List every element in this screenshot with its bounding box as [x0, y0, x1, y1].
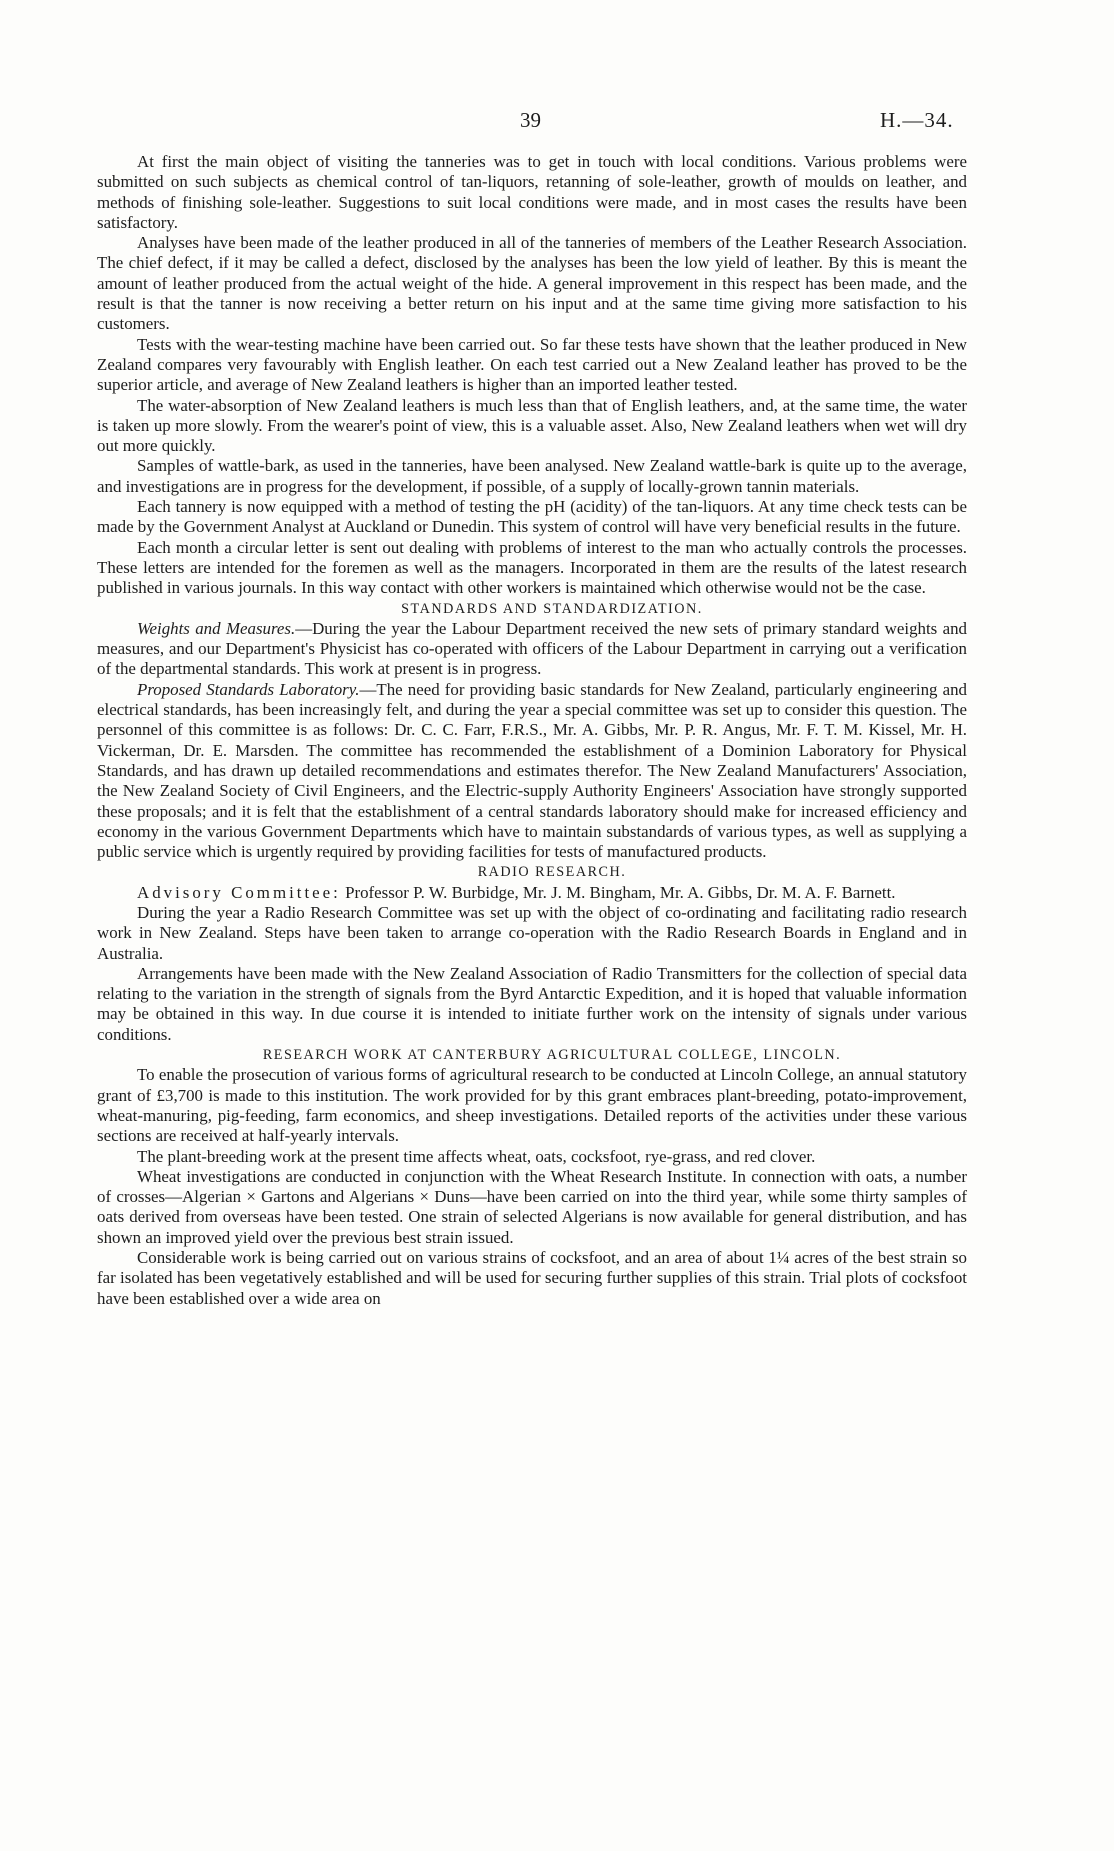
paragraph: During the year a Radio Research Committee was set up with the object of co-ordinating and facilitating radio research work in New Zealand. Steps have been taken to arrange co-operation with the Radio Research Boards in England and in Australia.: [97, 902, 967, 963]
paragraph-text: Professor P. W. Burbidge, Mr. J. M. Bingham, Mr. A. Gibbs, Dr. M. A. F. Barnett.: [340, 882, 896, 902]
paragraph-standards-laboratory: [97, 680, 967, 863]
paragraph-text: —The need for providing basic standards for New Zealand, particularly engineering and electrical standards, has been increasingly felt, and during the year a special committee was set up to consider this question. The personnel of this committee is as follows: Dr. C. C. Farr, F.R.S., Mr. A. Gibbs, Mr. P. R. Angus, Mr. F. T. M. Kissel, Mr. H. Vickerman, Dr. E. Marsden. The committee has recommended the establishment of a Dominion Laboratory for Physical Standards, and has drawn up detailed recommendations and estimates therefor. The New Zealand Manufacturers' Association, the New Zealand Society of Civil Engineers, and the Electric-supply Authority Engineers' Association have strongly supported these proposals; and it is felt that the establishment of a central standards laboratory should make for increased efficiency and economy in the various Government Departments which have to maintain substandards of various types, as well as supplying a public service which is urgently required by providing facilities for tests of manufactured products.: [97, 679, 967, 862]
paragraph: Tests with the wear-testing machine have been carried out. So far these tests have shown that the leather produced in New Zealand compares very favourably with English leather. On each test carried out a New Zealand leather has proved to be the superior article, and average of New Zealand leathers is higher than an imported leather tested.: [97, 334, 967, 395]
section-heading-standards: STANDARDS AND STANDARDIZATION.: [401, 600, 703, 617]
paragraph: Analyses have been made of the leather produced in all of the tanneries of members of the Leather Research Association. The chief defect, if it may be called a defect, disclosed by the analyses has been the low yield of leather. By this is meant the amount of leather produced from the actual weight of the hide. A general improvement in this respect has been made, and the result is that the tanner is now receiving a better return on his input and at the same time giving more satisfaction to his customers.: [97, 233, 967, 334]
paragraph-advisory-committee: [97, 883, 967, 903]
paragraph: Each month a circular letter is sent out dealing with problems of interest to the man who actually controls the processes. These letters are intended for the foremen as well as the managers. Incorporated in them are the results of the latest research published in various journals. In this way contact with other workers is maintained which otherwise would not be the case.: [97, 537, 967, 598]
paragraph: The water-absorption of New Zealand leathers is much less than that of English leathers, and, at the same time, the water is taken up more slowly. From the wearer's point of view, this is a valuable asset. Also, New Zealand leathers when wet will dry out more quickly.: [97, 395, 967, 456]
run-in-heading: Proposed Standards Laboratory.: [137, 679, 360, 699]
section-heading-radio: RADIO RESEARCH.: [477, 864, 627, 881]
paragraph: The plant-breeding work at the present time affects wheat, oats, cocksfoot, rye-grass, and red clover.: [137, 1146, 816, 1166]
series-code: H.—34.: [880, 108, 954, 132]
paragraph: To enable the prosecution of various forms of agricultural research to be conducted at Lincoln College, an annual statutory grant of £3,700 is made to this institution. The work provided for by this grant embraces plant-breeding, potato-improvement, wheat-manuring, pig-feeding, farm economics, and sheep investigations. Detailed reports of the activities under these various sections are received at half-yearly intervals.: [97, 1065, 967, 1146]
section-heading-canterbury: RESEARCH WORK AT CANTERBURY AGRICULTURAL COLLEGE, LINCOLN.: [262, 1047, 842, 1064]
page-number: 39: [520, 108, 541, 132]
paragraph: Wheat investigations are conducted in conjunction with the Wheat Research Institute. In connection with oats, a number of crosses—Algerian × Gartons and Algerians × Duns—have been carried on into the third year, while some thirty samples of oats derived from overseas have been tested. One strain of selected Algerians is now available for general distribution, and has shown an improved yield over the previous best strain issued.: [97, 1166, 967, 1247]
paragraph: At first the main object of visiting the tanneries was to get in touch with local conditions. Various problems were submitted on such subjects as chemical control of tan-liquors, retanning of sole-leather, growth of moulds on leather, and methods of finishing sole-leather. Suggestions to suit local conditions were made, and in most cases the results have been satisfactory.: [97, 152, 967, 232]
paragraph: Each tannery is now equipped with a method of testing the pH (acidity) of the tan-liquors. At any time check tests can be made by the Government Analyst at Auckland or Dunedin. This system of control will have very beneficial results in the future.: [97, 497, 967, 537]
paragraph-text: —During the year the Labour Department received the new sets of primary standard weights and measures, and our Department's Physicist has co-operated with officers of the Labour Department in carrying out a verification of the departmental standards. This work at present is in progress.: [97, 618, 967, 679]
paragraph: Arrangements have been made with the New Zealand Association of Radio Transmitters for the collection of special data relating to the variation in the strength of signals from the Byrd Antarctic Expedition, and it is hoped that valuable information may be obtained in this way. In due course it is intended to initiate further work on the intensity of signals under various conditions.: [97, 963, 967, 1044]
page-body: [97, 152, 967, 1309]
run-in-heading: Weights and Measures.: [137, 618, 296, 638]
paragraph: Samples of wattle-bark, as used in the tanneries, have been analysed. New Zealand wattle-bark is quite up to the average, and investigations are in progress for the development, if possible, of a supply of locally-grown tannin materials.: [97, 456, 967, 496]
paragraph: Considerable work is being carried out on various strains of cocksfoot, and an area of about 1¼ acres of the best strain so far isolated has been vegetatively established and will be used for securing further supplies of this strain. Trial plots of cocksfoot have been established over a wide area on: [97, 1248, 967, 1308]
paragraph-weights-measures: [97, 619, 967, 680]
run-in-heading: Advisory Committee:: [137, 882, 341, 902]
